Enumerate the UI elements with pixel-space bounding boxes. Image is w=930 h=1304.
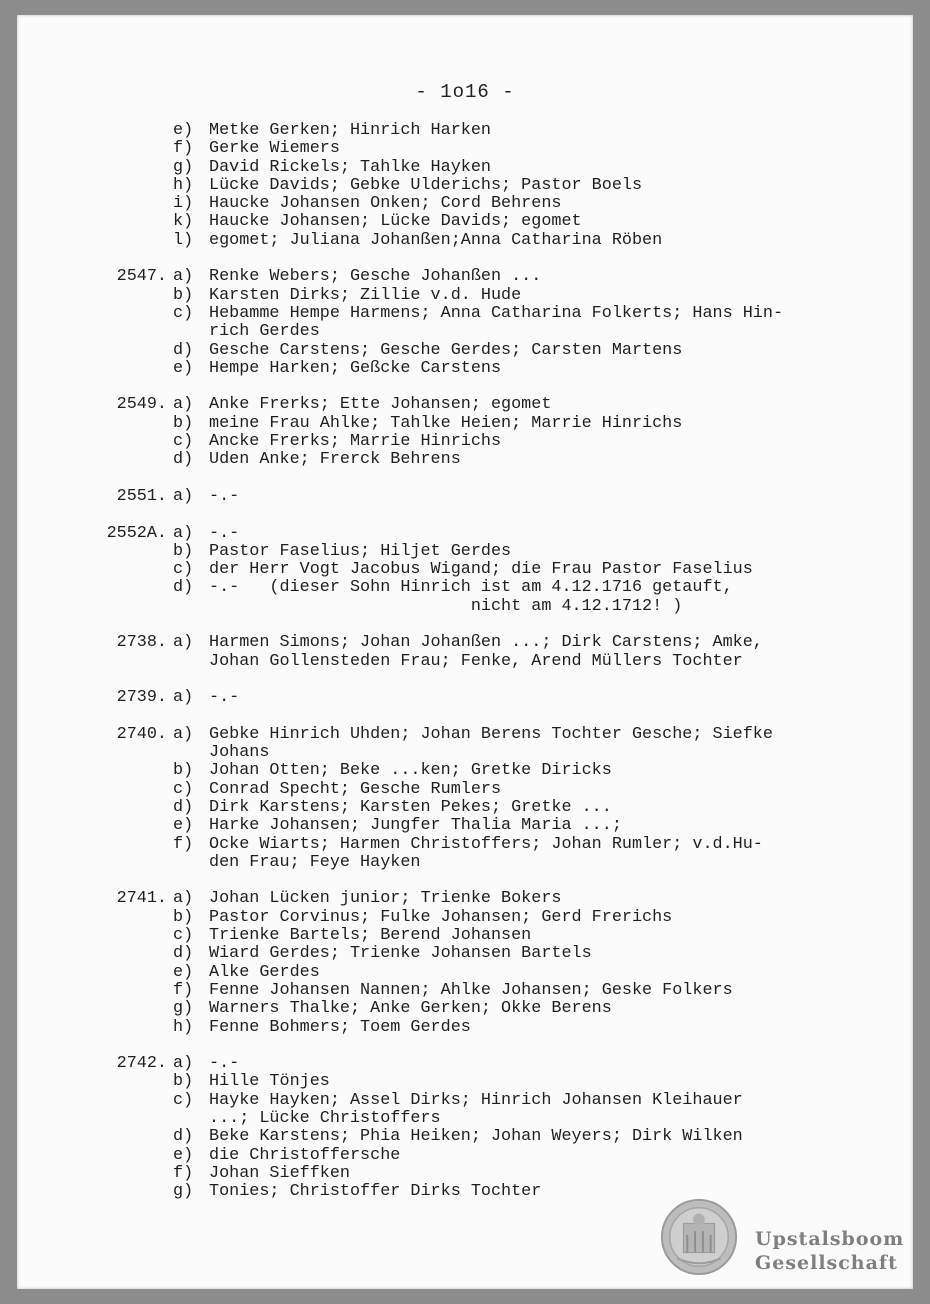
entry-number [77,836,173,854]
item-letter [173,854,209,872]
entry-number [77,451,173,469]
entry-line [77,323,857,341]
item-letter: a) [173,267,194,287]
entry-line [77,561,857,579]
item-text: Renke Webers; Gesche Johanßen ... [209,267,542,287]
item-text: Pastor Corvinus; Fulke Johansen; Gerd Frerichs [209,907,673,927]
item-text: die Christoffersche [209,1145,401,1165]
entry-line [77,689,857,707]
entry-number: 2738. [116,633,167,653]
item-text: Dirk Karstens; Karsten Pekes; Gretke ... [209,797,612,817]
entry-number [77,598,173,616]
item-text: ...; Lücke Christoffers [209,1109,441,1129]
entry-line [77,726,857,744]
item-letter: h) [173,175,194,195]
entry-line [77,1110,857,1128]
watermark-brand [755,1227,904,1275]
entry-line [77,945,857,963]
entry-number [77,854,173,872]
entry-line [77,854,857,872]
item-text: Johan Otten; Beke ...ken; Gretke Diricks [209,761,612,781]
item-text: Trienke Bartels; Berend Johansen [209,926,532,946]
entry-number [77,159,173,177]
entry-number [77,140,173,158]
entry-line [77,1055,857,1073]
item-letter: e) [173,121,194,140]
entry-line [77,762,857,780]
item-letter: a) [173,724,194,744]
entry-line [77,799,857,817]
entry-line [77,1183,857,1201]
item-letter: g) [173,1182,194,1202]
register-entry [77,890,857,1036]
watermark-line2: Gesellschaft [755,1252,898,1274]
entry-number [77,305,173,323]
item-text: -.- [209,523,240,543]
item-text: -.- [209,486,240,506]
item-text: der Herr Vogt Jacobus Wigand; die Frau Pastor Faselius [209,560,753,580]
item-letter: b) [173,761,194,781]
item-letter: a) [173,1054,194,1074]
item-text: Hille Tönjes [209,1072,330,1092]
item-text: -.- [209,688,240,708]
item-letter: e) [173,358,194,378]
item-text: Conrad Specht; Gesche Rumlers [209,779,502,799]
entry-line [77,122,857,140]
document-page [17,15,913,1289]
item-text: Uden Anke; Frerck Behrens [209,450,461,470]
item-letter: f) [173,139,194,159]
entry-number: 2742. [116,1054,167,1074]
item-text: Tonies; Christoffer Dirks Tochter [209,1182,542,1202]
item-letter: a) [173,523,194,543]
entry-number [77,945,173,963]
entry-line [77,415,857,433]
item-letter: a) [173,688,194,708]
entry-line [77,1019,857,1037]
item-letter: d) [173,450,194,470]
entry-line [77,525,857,543]
entry-number [77,1183,173,1201]
entry-number [77,287,173,305]
entry-line [77,305,857,323]
entry-line [77,890,857,908]
item-text: Hebamme Hempe Harmens; Anna Catharina Folkerts; Hans Hin- [209,303,784,323]
entry-number [77,177,173,195]
item-letter: b) [173,413,194,433]
item-text: Harke Johansen; Jungfer Thalia Maria ...; [209,816,622,836]
entry-line [77,982,857,1000]
godparents-list [77,122,857,1220]
entry-number [77,744,173,762]
entry-line [77,781,857,799]
item-letter: d) [173,944,194,964]
item-text: Fenne Johansen Nannen; Ahlke Johansen; Geske Folkers [209,980,733,1000]
item-text: egomet; Juliana Johanßen;Anna Catharina Röben [209,230,663,250]
entry-line [77,451,857,469]
item-text: Wiard Gerdes; Trienke Johansen Bartels [209,944,592,964]
item-letter: a) [173,889,194,909]
item-letter: d) [173,340,194,360]
entry-number [77,1128,173,1146]
item-letter: d) [173,578,194,598]
item-letter: b) [173,907,194,927]
item-letter: i) [173,194,194,214]
item-letter: a) [173,633,194,653]
item-letter: c) [173,779,194,799]
entry-number [77,1110,173,1128]
entry-number [77,1073,173,1091]
register-entry [77,488,857,506]
register-entry [77,689,857,707]
register-entry [77,1055,857,1201]
entry-number [77,982,173,1000]
item-text: rich Gerdes [209,322,320,342]
entry-number [77,927,173,945]
entry-number [77,762,173,780]
item-text: Johans [209,743,270,763]
entry-number [77,415,173,433]
item-text: Ocke Wiarts; Harmen Christoffers; Johan Rumler; v.d.Hu- [209,834,763,854]
item-text: Harmen Simons; Johan Johanßen ...; Dirk Carstens; Amke, [209,633,763,653]
item-letter: c) [173,432,194,452]
item-text: Haucke Johansen Onken; Cord Behrens [209,194,562,214]
entry-number: 2740. [116,724,167,744]
item-letter: c) [173,1090,194,1110]
item-text: Hayke Hayken; Assel Dirks; Hinrich Johansen Kleihauer [209,1090,743,1110]
item-text: nicht am 4.12.1712! ) [209,596,683,616]
entry-number: 2741. [116,889,167,909]
entry-number [77,342,173,360]
entry-line [77,433,857,451]
entry-number [77,909,173,927]
item-letter [173,598,209,616]
entry-number [77,561,173,579]
entry-line [77,1165,857,1183]
register-entry [77,122,857,250]
register-entry [77,396,857,469]
item-text: Hempe Harken; Geßcke Carstens [209,358,502,378]
entry-number [77,964,173,982]
entry-number [77,1019,173,1037]
item-text: Gesche Carstens; Gesche Gerdes; Carsten Martens [209,340,683,360]
item-text: Karsten Dirks; Zillie v.d. Hude [209,285,522,305]
entry-number [77,781,173,799]
item-text: Johan Sieffken [209,1163,350,1183]
entry-line [77,909,857,927]
item-letter: h) [173,1017,194,1037]
item-letter: a) [173,486,194,506]
item-letter: f) [173,1163,194,1183]
item-letter: g) [173,999,194,1019]
register-entry [77,268,857,378]
entry-line [77,1000,857,1018]
item-letter: l) [173,230,194,250]
item-letter: f) [173,834,194,854]
item-text: Pastor Faselius; Hiljet Gerdes [209,541,512,561]
entry-number [77,213,173,231]
entry-line [77,1147,857,1165]
entry-line [77,360,857,378]
entry-line [77,213,857,231]
item-text: Lücke Davids; Gebke Ulderichs; Pastor Boels [209,175,643,195]
entry-line [77,653,857,671]
item-letter [173,653,209,671]
item-letter: e) [173,1145,194,1165]
entry-line [77,817,857,835]
entry-number [77,1092,173,1110]
item-letter: b) [173,285,194,305]
item-letter: f) [173,980,194,1000]
entry-number [77,122,173,140]
entry-line [77,488,857,506]
entry-number [77,1147,173,1165]
entry-line [77,964,857,982]
item-text: Gebke Hinrich Uhden; Johan Berens Tochter Gesche; Siefke [209,724,773,744]
entry-number [77,360,173,378]
entry-number [77,232,173,250]
entry-line [77,1073,857,1091]
entry-line [77,268,857,286]
item-letter: d) [173,1127,194,1147]
entry-number [77,799,173,817]
entry-line [77,836,857,854]
page-number: - 1o16 - [415,81,515,103]
entry-number [77,653,173,671]
entry-line [77,287,857,305]
entry-number [77,1000,173,1018]
seal-icon [660,1198,738,1276]
item-text: Beke Karstens; Phia Heiken; Johan Weyers; Dirk Wilken [209,1127,743,1147]
item-letter [173,323,209,341]
entry-line [77,396,857,414]
register-entry [77,726,857,872]
entry-number: 2739. [116,688,167,708]
item-letter [173,744,209,762]
entry-number: 2547. [116,267,167,287]
item-text: -.- [209,1054,240,1074]
entry-number: 2552A. [106,523,167,543]
item-text: Johan Gollensteden Frau; Fenke, Arend Müllers Tochter [209,651,743,671]
item-letter: a) [173,395,194,415]
entry-line [77,195,857,213]
item-text: den Frau; Feye Hayken [209,852,421,872]
entry-line [77,1092,857,1110]
entry-number: 2551. [116,486,167,506]
entry-line [77,177,857,195]
entry-number [77,1165,173,1183]
item-letter: c) [173,303,194,323]
register-entry [77,634,857,671]
item-letter: b) [173,1072,194,1092]
entry-number [77,543,173,561]
item-letter: d) [173,797,194,817]
item-letter: c) [173,926,194,946]
entry-number [77,433,173,451]
entry-line [77,342,857,360]
item-text: Anke Frerks; Ette Johansen; egomet [209,395,552,415]
item-text: David Rickels; Tahlke Hayken [209,157,491,177]
item-letter: b) [173,541,194,561]
entry-line [77,927,857,945]
item-text: Gerke Wiemers [209,139,340,159]
entry-line [77,159,857,177]
item-text: Warners Thalke; Anke Gerken; Okke Berens [209,999,612,1019]
register-entry [77,525,857,616]
entry-line [77,744,857,762]
item-text: Metke Gerken; Hinrich Harken [209,121,491,140]
entry-line [77,543,857,561]
entry-number [77,817,173,835]
watermark-line1: Upstalsboom [755,1228,905,1250]
item-text: Haucke Johansen; Lücke Davids; egomet [209,212,582,232]
item-text: -.- (dieser Sohn Hinrich ist am 4.12.1716 getauft, [209,578,733,598]
entry-number [77,579,173,597]
entry-line [77,1128,857,1146]
entry-line [77,634,857,652]
item-text: Alke Gerdes [209,962,320,982]
item-letter [173,1110,209,1128]
item-text: Fenne Bohmers; Toem Gerdes [209,1017,471,1037]
entry-number [77,195,173,213]
item-letter: g) [173,157,194,177]
item-text: Johan Lücken junior; Trienke Bokers [209,889,562,909]
item-letter: e) [173,962,194,982]
entry-number: 2549. [116,395,167,415]
entry-line [77,579,857,597]
entry-number [77,323,173,341]
entry-line [77,598,857,616]
entry-line [77,232,857,250]
item-letter: k) [173,212,194,232]
item-letter: c) [173,560,194,580]
item-letter: e) [173,816,194,836]
item-text: Ancke Frerks; Marrie Hinrichs [209,432,502,452]
item-text: meine Frau Ahlke; Tahlke Heien; Marrie Hinrichs [209,413,683,433]
entry-line [77,140,857,158]
